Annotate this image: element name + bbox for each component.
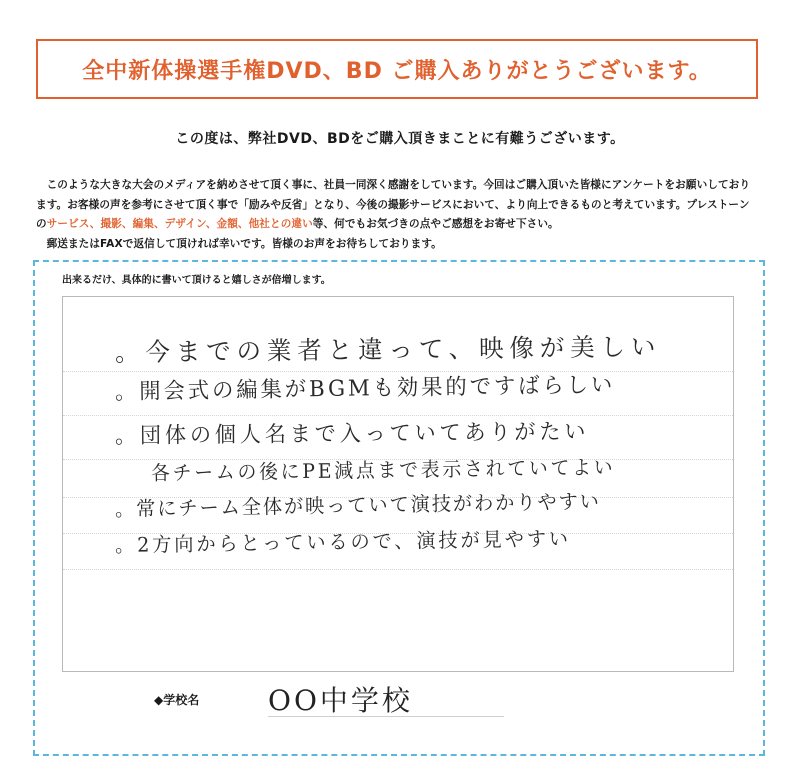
form-hint: 出来るだけ、具体的に書いて頂けると嬉しさが倍増します。: [62, 275, 331, 286]
title-banner: [36, 39, 758, 99]
school-name-underline: [268, 716, 504, 717]
intro-return-note: 郵送またはFAXで返信して頂ければ幸いです。皆様のお声をお待ちしております。: [46, 237, 442, 250]
handwritten-comment: 各チームの後にPE減点まで表示されていてよい: [150, 454, 616, 485]
ruled-line: [63, 569, 733, 570]
intro-paragraph: [36, 176, 760, 235]
handwritten-comment: 。常にチーム全体が映っていて演技がわかりやすい: [114, 489, 601, 521]
intro-text-part1: このような大きな大会のメディアを納めさせて頂く事に、社員一同深く感謝をしています。今回はご購入頂いた皆様にアンケートをお願いしております。お客様の声を参考にさせて頂く事で「励みや反省」となり、今後の撮影サービスにおいて、より向上できるものと考えています。プレストーンの: [36, 179, 751, 230]
thanks-message: この度は、弊社DVD、BDをご購入頂きまことに有難うございます。: [175, 131, 625, 147]
handwritten-comment: 。団体の個人名まで入っていてありがたい: [114, 419, 590, 449]
intro-text: [36, 176, 760, 254]
page-title: 全中新体操選手権DVD、BD ご購入ありがとうございます。: [82, 58, 712, 84]
school-name-label: ◆学校名: [154, 693, 200, 707]
intro-highlight: サービス、撮影、編集、デザイン、金額、他社との違い: [46, 218, 313, 230]
handwritten-comment: 。今までの業者と違って、映像が美しい: [114, 332, 662, 367]
comment-writing-area[interactable]: [62, 296, 734, 672]
handwritten-comment: 。開会式の編集がBGMも効果的ですばらしい: [114, 372, 616, 405]
school-name-value[interactable]: OO中学校: [268, 684, 413, 717]
intro-text-part2: 等、何でもお気づきの点やご感想をお寄せ下さい。: [312, 218, 559, 230]
handwritten-comment: 。2方向からとっているので、演技が見やすい: [114, 526, 572, 557]
